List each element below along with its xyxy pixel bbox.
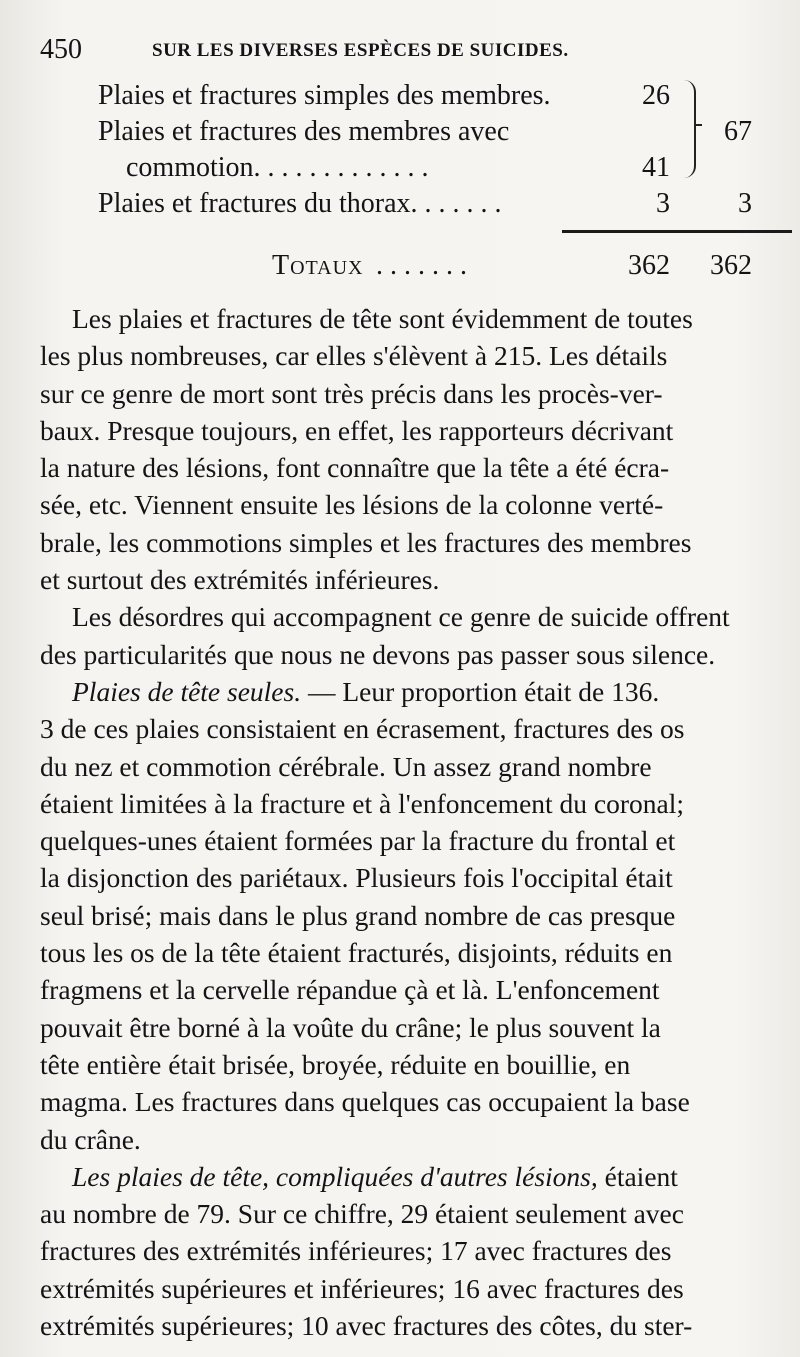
paragraph	[40, 1158, 756, 1344]
text-fragment: étaient	[597, 1160, 678, 1192]
text-line: baux. Presque toujours, en effet, les rapporteurs décrivant	[40, 414, 674, 446]
group-total: 67	[724, 116, 752, 147]
italic-heading: Les plaies de tête, compliquées d'autres lésions,	[72, 1160, 598, 1192]
text-line: tête entière était brisée, broyée, réduite en bouillie, en	[40, 1048, 631, 1080]
row-value: 41	[642, 152, 670, 183]
text-line: 3 de ces plaies consistaient en écrasement, fractures des os	[40, 713, 685, 745]
text-line: et surtout des extrémités inférieures.	[40, 564, 440, 596]
text-line: du crâne.	[40, 1123, 141, 1155]
text-line: du nez et commotion cérébrale. Un assez grand nombre	[40, 750, 652, 782]
grouping-brace-point	[694, 124, 702, 126]
text-line: sur ce genre de mort sont très précis dans les procès-ver-	[40, 377, 663, 409]
table-row	[40, 150, 760, 186]
text-line: fragmens et la cervelle répandue çà et là. L'enfoncement	[40, 974, 660, 1006]
body-text	[40, 300, 756, 1344]
text-line: la nature des lésions, font connaître que la tête a été écra-	[40, 452, 670, 484]
text-line: extrémités supérieures et inférieures; 16 avec fractures des	[40, 1272, 684, 1304]
page-header	[40, 34, 760, 70]
totals-group-total: 362	[710, 250, 752, 281]
running-title: SUR LES DIVERSES ESPÈCES DE SUICIDES.	[152, 40, 569, 61]
text-line: Les plaies et fractures de tête sont évidemment de toutes	[72, 303, 693, 334]
text-fragment: — Leur proportion était de 136.	[301, 675, 660, 707]
grouping-brace	[682, 80, 696, 178]
row-label: Plaies et fractures des membres avec	[98, 116, 510, 147]
totals-value: 362	[628, 250, 670, 281]
totals-label: Totaux	[272, 250, 364, 281]
text-line: au nombre de 79. Sur ce chiffre, 29 étaient seulement avec	[40, 1198, 684, 1230]
table-row	[40, 78, 760, 114]
text-line	[40, 1158, 756, 1195]
row-label: Plaies et fractures simples des membres.	[98, 80, 551, 111]
row-value: 3	[656, 188, 670, 219]
italic-heading: Plaies de tête seules.	[72, 675, 302, 707]
text-line: pouvait être borné à la voûte du crâne; le plus souvent la	[40, 1011, 661, 1043]
paragraph	[40, 300, 756, 598]
totals-rule	[562, 230, 792, 233]
row-value: 26	[642, 80, 670, 111]
totals-row	[40, 248, 760, 284]
paragraph	[40, 598, 756, 673]
paragraph	[40, 673, 756, 1158]
text-line: magma. Les fractures dans quelques cas occupaient la base	[40, 1086, 690, 1118]
text-line: étaient limitées à la fracture et à l'enfoncement du coronal;	[40, 787, 685, 819]
text-line	[40, 673, 756, 710]
text-line: Les désordres qui accompagnent ce genre de suicide offrent	[72, 601, 730, 633]
text-line: seul brisé; mais dans le plus grand nombre de cas presque	[40, 899, 676, 931]
text-line: les plus nombreuses, car elles s'élèvent à 215. Les détails	[40, 340, 668, 372]
table-row	[40, 186, 760, 222]
text-line: fractures des extrémités inférieures; 17 avec fractures des	[40, 1235, 672, 1267]
page-number: 450	[40, 34, 82, 65]
totals-dots: . . . . . . .	[376, 250, 467, 281]
group-total: 3	[738, 188, 752, 219]
text-line: la disjonction des pariétaux. Plusieurs fois l'occipital était	[40, 862, 673, 894]
table-row	[40, 114, 760, 150]
text-line: brale, les commotions simples et les fractures des membres	[40, 526, 692, 558]
row-label: commotion. . . . . . . . . . . . .	[126, 152, 429, 183]
text-line: extrémités supérieures; 10 avec fractures des côtes, du ster-	[40, 1310, 693, 1342]
text-line: quelques-unes étaient formées par la fracture du frontal et	[40, 825, 676, 857]
row-label: Plaies et fractures du thorax. . . . . . .	[98, 188, 502, 219]
text-line: sée, etc. Viennent ensuite les lésions de la colonne verté-	[40, 489, 664, 521]
text-line: tous les os de la tête étaient fracturés, disjoints, réduits en	[40, 937, 673, 969]
text-line: des particularités que nous ne devons pas passer sous silence.	[40, 638, 716, 670]
